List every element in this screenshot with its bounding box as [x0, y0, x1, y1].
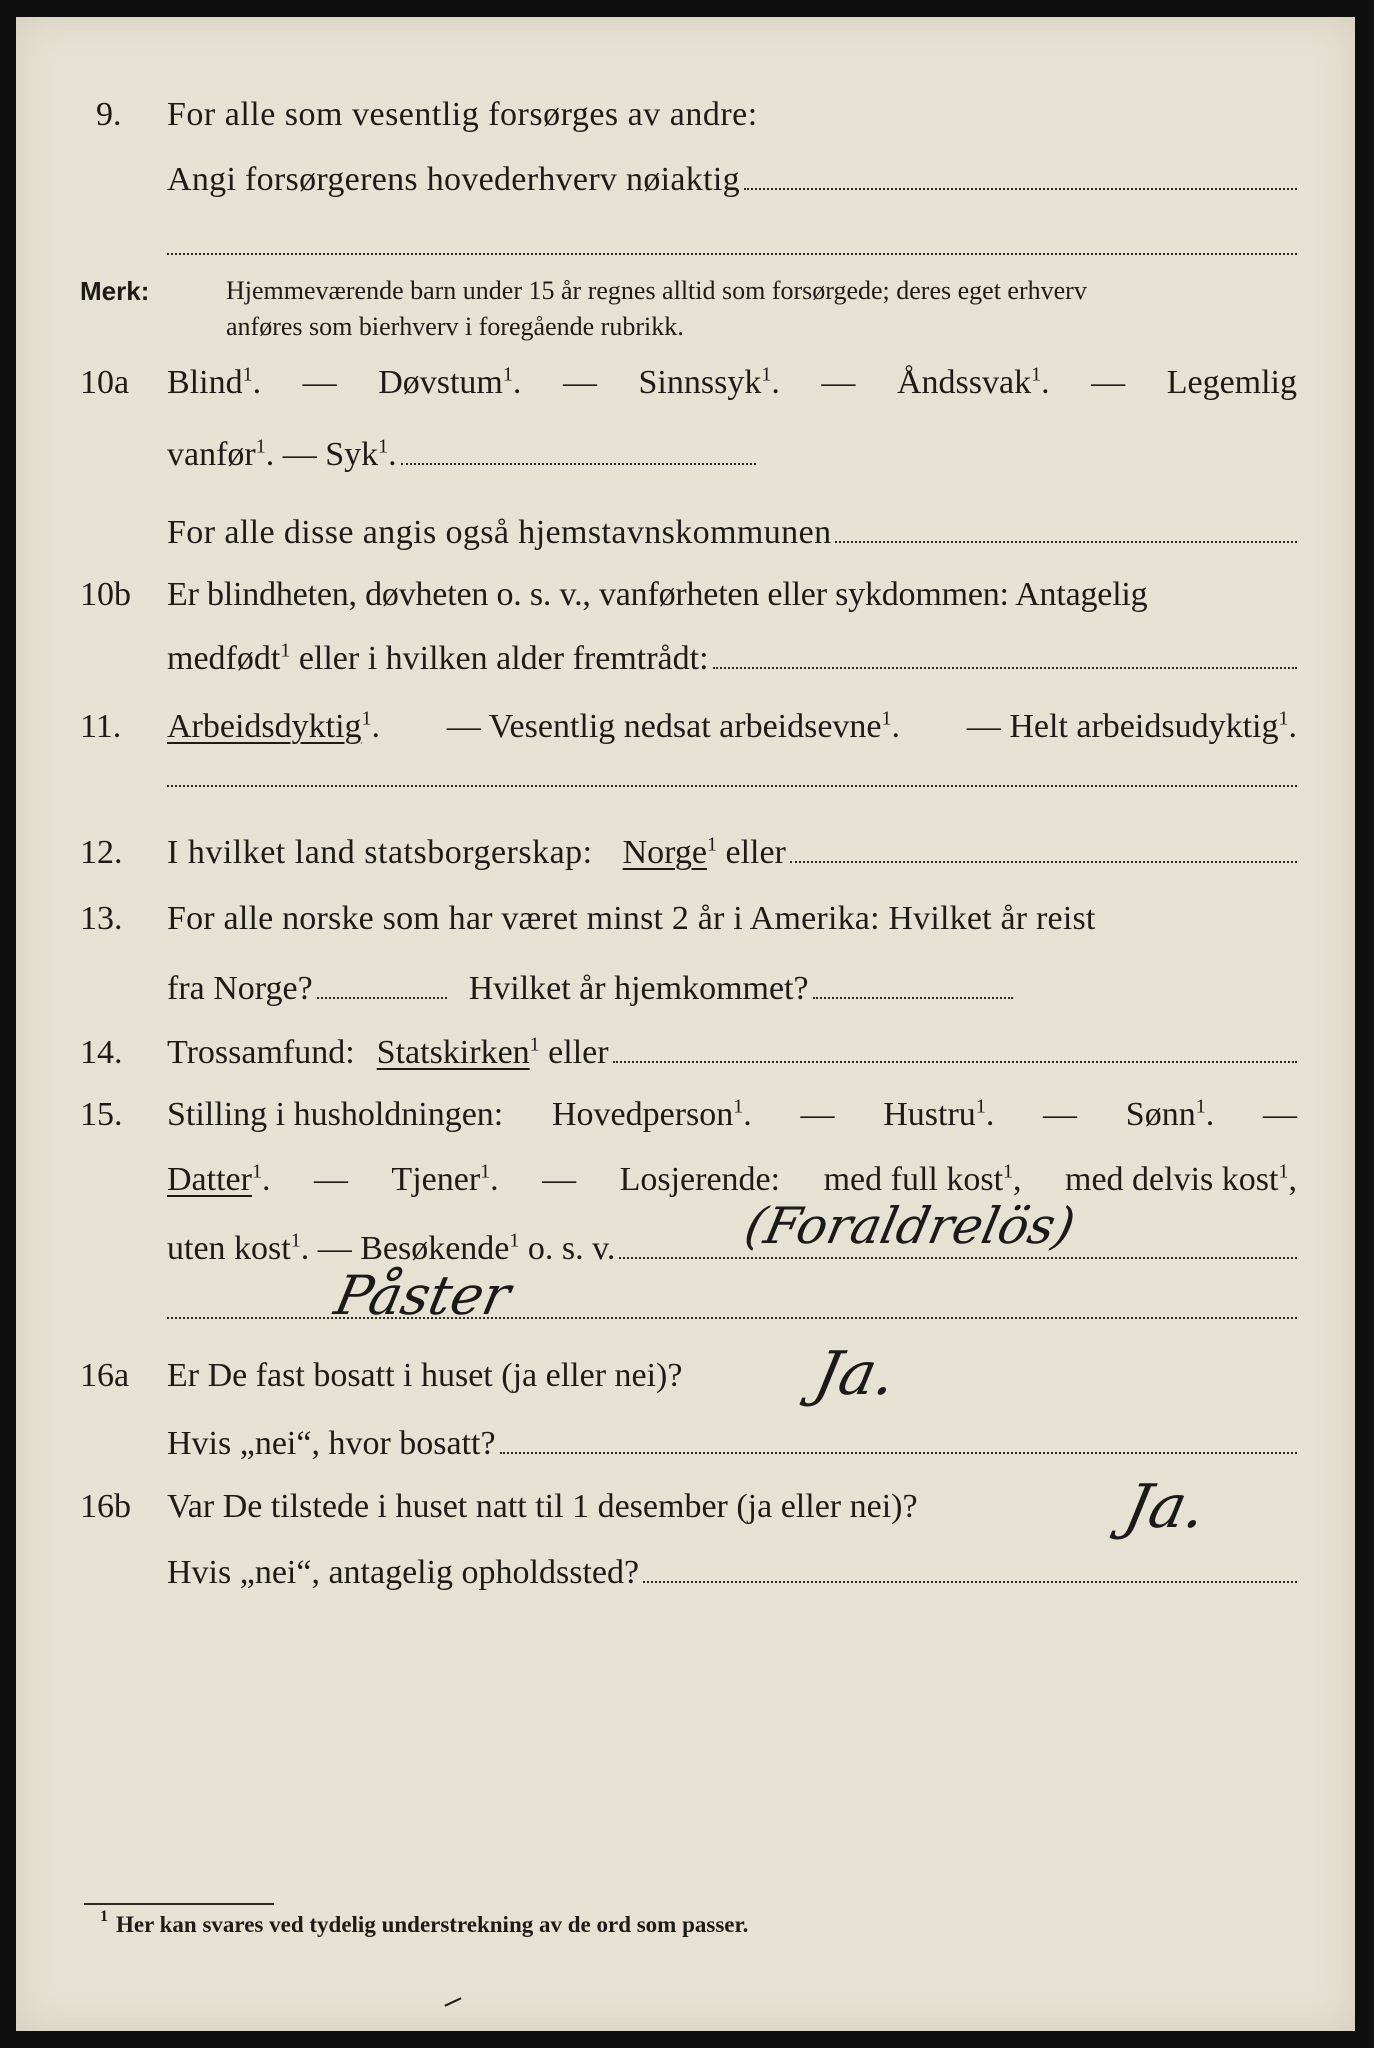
q9-answer-field[interactable] [744, 162, 1297, 190]
q14-text: Trossamfund: [167, 1034, 355, 1071]
q10a-hometown-field[interactable] [835, 515, 1297, 543]
q16b-answer-field[interactable] [643, 1555, 1297, 1583]
q13-left-question: fra Norge? [167, 970, 313, 1007]
q16a-text: Er De fast bosatt i huset (ja eller nei)? [167, 1357, 683, 1394]
q16a-followup: Hvis „nei“, hvor bosatt? [167, 1425, 496, 1462]
footnote [100, 1908, 749, 1938]
option-uten-kost: uten kost [167, 1230, 291, 1267]
q11-number: 11. [80, 708, 122, 745]
option-sonn: Sønn [1125, 1096, 1196, 1133]
q16b-followup: Hvis „nei“, antagelig opholdssted? [167, 1554, 640, 1591]
q14-number: 14. [80, 1034, 123, 1071]
pen-mark [444, 1997, 461, 2006]
q16b-number: 16b [80, 1488, 131, 1525]
q12-number: 12. [80, 834, 123, 871]
q12-text: I hvilket land statsborgerskap: [167, 834, 593, 871]
option-andssvak: Åndssvak [896, 364, 1032, 401]
q9-question: Angi forsørgerens hovederhverv nøiaktig [167, 161, 740, 198]
option-dovstum: Døvstum [378, 364, 503, 401]
census-form-page: 9. For alle som vesentlig forsørges av andre: Angi forsørgerens hovederhverv nøiaktig Merk: Hjemmeværende barn under 15 år regnes alltid som forsørgede; deres eget erhverv anføres som bierhverv i foregående rubrikk. 10a Blind$^1$. — Døvstum$^1$. — Sinnssyk$^1$. — Åndssvak$^1$. — Legemlig vanfør$^1$. — Syk$^1$. For alle disse angis også hjemstavnskommunen 10b Er blindheten, døvheten o. s. v., vanførheten eller sykdommen: Antagelig medfødt$^1$ eller i hvilken alder fremtrådt: 11. Arbeidsdyktig$^1$. — Vesentlig nedsat arbeidsevne$^1$. — Helt arbeidsudyktig$^1$. 12. I hvilket land statsborgerskap: Norge$^1$ eller 13. For alle norske som har været minst 2 år i Amerika: Hvilket år reist fra Norge? Hvilket år hjemkommet? 14. Trossamfund: Statskirken$^1$ eller 15. Stilling i husholdningen: Hovedperson$^1$. — Hustru$^1$. — Sønn$^1$. — Datter$^1$. — Tjener$^1$. — Losjerende: med full kost$^1$, med delvis kost$^1$, uten kost$^1$. — Besøkende$^1$ o. s. v. (Foraldrelös) Påster 16a Er De fast bosatt i huset (ja eller nei)? Ja. Hvis „nei“, hvor bosatt? 16b Var De tilstede i huset natt til 1 desember (ja eller nei)? Ja. Hvis „nei“, antagelig opholdssted? 1 Her kan svares ved tydelig understrekning av de ord som passer. [16, 17, 1355, 2031]
option-vanfor: vanfør [167, 436, 256, 473]
handwritten-answer-16a: Ja. [808, 1339, 903, 1409]
option-losjerende: Losjerende: [619, 1161, 781, 1198]
q15-answer-line[interactable] [167, 1317, 1297, 1319]
q12-answer-field[interactable] [790, 835, 1297, 863]
q10b-answer-field[interactable] [713, 641, 1297, 669]
q10a-answer-field[interactable] [401, 437, 756, 465]
q16b-text: Var De tilstede i huset natt til 1 desember (ja eller nei)? [167, 1488, 918, 1525]
merk-label: Merk: [80, 276, 150, 306]
option-blind: Blind [167, 364, 243, 401]
option-delvis-kost: med delvis kost [1065, 1161, 1279, 1198]
q16a-answer-field[interactable] [500, 1426, 1297, 1454]
option-arbeidsudyktig: — Helt arbeidsudyktig [966, 708, 1279, 745]
q15-text: Stilling i husholdningen: [167, 1096, 504, 1133]
option-medfodt: medfødt [167, 640, 281, 677]
footnote-mark: 1 [100, 1908, 108, 1925]
q9-text: For alle som vesentlig forsørges av andre: [167, 96, 758, 133]
q9-answer-line[interactable] [167, 253, 1297, 255]
merk-line2: anføres som bierhverv i foregående rubrikk. [226, 312, 684, 341]
option-statskirken: Statskirken [376, 1034, 530, 1071]
q13-number: 13. [80, 900, 123, 937]
option-nedsat-arbeidsevne: — Vesentlig nedsat arbeidsevne [446, 708, 882, 745]
option-tjener: Tjener [391, 1161, 481, 1198]
q13-left-field[interactable] [317, 971, 447, 999]
option-norge: Norge [622, 834, 707, 871]
q9-number: 9. [96, 96, 122, 133]
option-datter: Datter [167, 1161, 252, 1198]
option-hovedperson: Hovedperson [551, 1096, 734, 1133]
option-syk: Syk [325, 436, 379, 473]
handwritten-paster: Påster [329, 1264, 516, 1327]
option-hustru: Hustru [883, 1096, 976, 1133]
footnote-text: Her kan svares ved tydelig understrekning av de ord som passer. [116, 1912, 749, 1937]
option-besokende: Besøkende [360, 1230, 510, 1267]
option-legemlig: Legemlig [1166, 364, 1297, 401]
merk-line1: Hjemmeværende barn under 15 år regnes alltid som forsørgede; deres eget erhverv [226, 276, 1087, 305]
handwritten-foraldrelos: (Foraldrelös) [739, 1197, 1081, 1255]
footnote-rule [84, 1903, 274, 1905]
option-sinnssyk: Sinnssyk [638, 364, 762, 401]
q10b-text: Er blindheten, døvheten o. s. v., vanførheten eller sykdommen: Antagelig [167, 576, 1148, 613]
q10b-number: 10b [80, 576, 131, 613]
q10a-number: 10a [80, 364, 130, 401]
q13-right-question: Hvilket år hjemkommet? [468, 970, 809, 1007]
option-full-kost: med full kost [823, 1161, 1004, 1198]
q11-answer-line[interactable] [167, 785, 1297, 787]
q13-right-field[interactable] [813, 971, 1013, 999]
q16a-number: 16a [80, 1357, 130, 1394]
q13-text: For alle norske som har været minst 2 år i Amerika: Hvilket år reist [167, 900, 1096, 937]
q14-answer-field[interactable] [613, 1035, 1297, 1063]
q15-number: 15. [80, 1096, 123, 1133]
option-arbeidsdyktig: Arbeidsdyktig [167, 708, 362, 745]
handwritten-answer-16b: Ja. [1118, 1472, 1213, 1542]
q10a-hometown-question: For alle disse angis også hjemstavnskommunen [167, 514, 832, 551]
